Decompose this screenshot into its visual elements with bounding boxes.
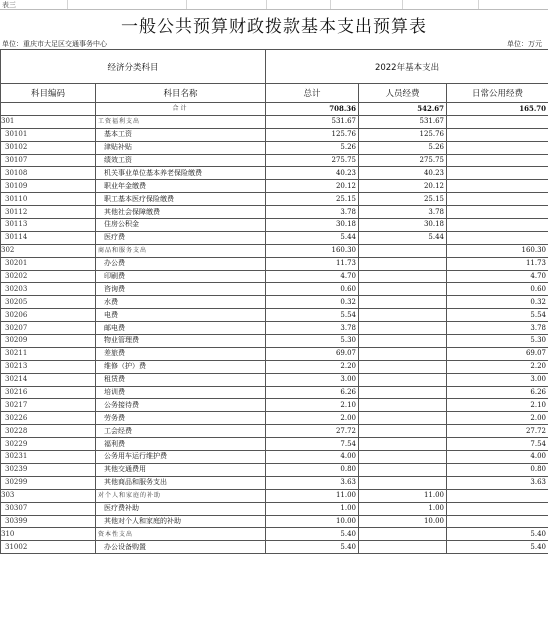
table-row <box>1 309 548 322</box>
row-public: 4.70 <box>447 270 548 283</box>
row-total: 5.40 <box>266 541 359 554</box>
row-name: 邮电费 <box>96 322 266 335</box>
row-public <box>447 231 548 244</box>
table-row <box>1 438 548 451</box>
row-total: 11.73 <box>266 257 359 270</box>
row-personnel <box>359 270 447 283</box>
row-public: 11.73 <box>447 257 548 270</box>
row-total: 30.18 <box>266 219 359 232</box>
row-public <box>447 141 548 154</box>
row-code: 30213 <box>1 360 96 373</box>
row-total: 2.00 <box>266 412 359 425</box>
table-row <box>1 451 548 464</box>
row-personnel <box>359 399 447 412</box>
row-name: 福利费 <box>96 438 266 451</box>
table-row <box>1 231 548 244</box>
row-total: 3.78 <box>266 322 359 335</box>
row-code: 30207 <box>1 322 96 335</box>
table-row <box>1 476 548 489</box>
row-total: 4.70 <box>266 270 359 283</box>
table-row <box>1 425 548 438</box>
row-name: 物业管理费 <box>96 335 266 348</box>
row-total: 1.00 <box>266 502 359 515</box>
page-title: 一般公共预算财政拨款基本支出预算表 <box>121 17 427 37</box>
sheet-label: 表三 <box>2 1 16 9</box>
row-personnel <box>359 386 447 399</box>
row-public: 3.00 <box>447 373 548 386</box>
row-name: 其他对个人和家庭的补助 <box>96 515 266 528</box>
row-public <box>447 115 548 128</box>
row-public <box>447 515 548 528</box>
row-personnel: 10.00 <box>359 515 447 528</box>
row-total: 6.26 <box>266 386 359 399</box>
row-personnel <box>359 528 447 541</box>
row-code: 30101 <box>1 128 96 141</box>
table-row <box>1 180 548 193</box>
header-code: 科目编码 <box>1 84 96 103</box>
header-year-expense: 2022年基本支出 <box>266 50 548 84</box>
row-personnel: 20.12 <box>359 180 447 193</box>
unit-currency: 单位：万元 <box>507 40 542 48</box>
row-code: 30228 <box>1 425 96 438</box>
row-code: 30229 <box>1 438 96 451</box>
row-personnel <box>359 360 447 373</box>
row-personnel <box>359 335 447 348</box>
header-name: 科目名称 <box>96 84 266 103</box>
row-code: 30108 <box>1 167 96 180</box>
header-total: 总计 <box>266 84 359 103</box>
row-code: 30114 <box>1 231 96 244</box>
table-row <box>1 141 548 154</box>
row-personnel: 3.78 <box>359 206 447 219</box>
row-code: 30231 <box>1 451 96 464</box>
row-name: 住房公积金 <box>96 219 266 232</box>
row-public: 2.00 <box>447 412 548 425</box>
table-row <box>1 502 548 515</box>
row-public: 5.54 <box>447 309 548 322</box>
table-row <box>1 270 548 283</box>
row-total: 5.54 <box>266 309 359 322</box>
row-public: 2.10 <box>447 399 548 412</box>
row-name: 培训费 <box>96 386 266 399</box>
row-personnel <box>359 244 447 257</box>
row-personnel <box>359 438 447 451</box>
row-code: 30299 <box>1 476 96 489</box>
table-row <box>1 373 548 386</box>
row-public <box>447 489 548 502</box>
row-code: 301 <box>1 115 96 128</box>
row-code: 30202 <box>1 270 96 283</box>
budget-table <box>0 49 548 554</box>
row-code: 30206 <box>1 309 96 322</box>
row-total: 160.30 <box>266 244 359 257</box>
row-name: 基本工资 <box>96 128 266 141</box>
row-name: 电费 <box>96 309 266 322</box>
row-public <box>447 167 548 180</box>
row-name: 劳务费 <box>96 412 266 425</box>
table-row <box>1 128 548 141</box>
row-public: 5.30 <box>447 335 548 348</box>
row-personnel <box>359 347 447 360</box>
row-code: 30109 <box>1 180 96 193</box>
table-row <box>1 541 548 554</box>
row-name: 维修（护）费 <box>96 360 266 373</box>
row-code: 303 <box>1 489 96 502</box>
row-code: 310 <box>1 528 96 541</box>
row-name: 职工基本医疗保险缴费 <box>96 193 266 206</box>
table-row <box>1 193 548 206</box>
row-code: 30217 <box>1 399 96 412</box>
row-code: 30203 <box>1 283 96 296</box>
row-code: 30211 <box>1 347 96 360</box>
row-code: 302 <box>1 244 96 257</box>
table-row <box>1 463 548 476</box>
category-row <box>1 115 548 128</box>
row-name: 其他商品和服务支出 <box>96 476 266 489</box>
table-row <box>1 386 548 399</box>
row-code: 30205 <box>1 296 96 309</box>
row-name: 其他社会保障缴费 <box>96 206 266 219</box>
row-public <box>447 219 548 232</box>
row-code: 30226 <box>1 412 96 425</box>
total-row <box>1 103 548 116</box>
row-personnel: 5.26 <box>359 141 447 154</box>
row-name: 职业年金缴费 <box>96 180 266 193</box>
row-public: 5.40 <box>447 541 548 554</box>
row-name: 其他交通费用 <box>96 463 266 476</box>
row-name: 办公费 <box>96 257 266 270</box>
row-personnel <box>359 309 447 322</box>
row-personnel: 542.67 <box>359 103 447 116</box>
table-row <box>1 154 548 167</box>
row-personnel <box>359 283 447 296</box>
table-row <box>1 322 548 335</box>
row-code: 30102 <box>1 141 96 154</box>
row-public: 5.40 <box>447 528 548 541</box>
row-name: 医疗费 <box>96 231 266 244</box>
row-code: 30399 <box>1 515 96 528</box>
row-personnel: 1.00 <box>359 502 447 515</box>
row-total: 531.67 <box>266 115 359 128</box>
row-personnel <box>359 476 447 489</box>
row-public: 7.54 <box>447 438 548 451</box>
row-name: 机关事业单位基本养老保险缴费 <box>96 167 266 180</box>
row-personnel: 11.00 <box>359 489 447 502</box>
row-total: 5.26 <box>266 141 359 154</box>
row-total: 0.80 <box>266 463 359 476</box>
category-row <box>1 244 548 257</box>
row-code: 30307 <box>1 502 96 515</box>
row-code <box>1 103 96 116</box>
row-public: 0.60 <box>447 283 548 296</box>
table-row <box>1 206 548 219</box>
header-econ-category: 经济分类科目 <box>1 50 266 84</box>
row-personnel: 125.76 <box>359 128 447 141</box>
row-name: 公务用车运行维护费 <box>96 451 266 464</box>
row-total: 20.12 <box>266 180 359 193</box>
row-total: 708.36 <box>266 103 359 116</box>
row-personnel <box>359 451 447 464</box>
row-public: 27.72 <box>447 425 548 438</box>
row-name: 差旅费 <box>96 347 266 360</box>
row-public: 69.07 <box>447 347 548 360</box>
row-personnel <box>359 425 447 438</box>
row-code: 30216 <box>1 386 96 399</box>
row-code: 30113 <box>1 219 96 232</box>
row-code: 31002 <box>1 541 96 554</box>
row-total: 40.23 <box>266 167 359 180</box>
row-total: 11.00 <box>266 489 359 502</box>
row-total: 5.44 <box>266 231 359 244</box>
row-public: 3.63 <box>447 476 548 489</box>
row-name: 租赁费 <box>96 373 266 386</box>
row-public: 160.30 <box>447 244 548 257</box>
table-row <box>1 515 548 528</box>
row-total: 25.15 <box>266 193 359 206</box>
row-public <box>447 206 548 219</box>
row-total: 4.00 <box>266 451 359 464</box>
row-personnel <box>359 322 447 335</box>
row-personnel <box>359 463 447 476</box>
row-public: 4.00 <box>447 451 548 464</box>
row-total: 69.07 <box>266 347 359 360</box>
row-name: 对个人和家庭的补助 <box>96 489 266 502</box>
row-personnel: 40.23 <box>359 167 447 180</box>
row-total: 2.20 <box>266 360 359 373</box>
row-personnel: 5.44 <box>359 231 447 244</box>
row-personnel <box>359 257 447 270</box>
row-total: 2.10 <box>266 399 359 412</box>
table-row <box>1 399 548 412</box>
table-row <box>1 335 548 348</box>
row-public: 0.80 <box>447 463 548 476</box>
row-total: 3.63 <box>266 476 359 489</box>
row-public: 3.78 <box>447 322 548 335</box>
row-personnel: 275.75 <box>359 154 447 167</box>
row-name: 办公设备购置 <box>96 541 266 554</box>
row-personnel <box>359 373 447 386</box>
row-name: 工资福利支出 <box>96 115 266 128</box>
row-total: 27.72 <box>266 425 359 438</box>
row-code: 30239 <box>1 463 96 476</box>
row-total: 10.00 <box>266 515 359 528</box>
table-row <box>1 219 548 232</box>
row-public <box>447 154 548 167</box>
row-name: 绩效工资 <box>96 154 266 167</box>
row-public: 0.32 <box>447 296 548 309</box>
row-personnel <box>359 541 447 554</box>
row-public <box>447 193 548 206</box>
row-total: 5.40 <box>266 528 359 541</box>
row-total: 7.54 <box>266 438 359 451</box>
row-code: 30107 <box>1 154 96 167</box>
row-name: 印刷费 <box>96 270 266 283</box>
header-public: 日常公用经费 <box>447 84 548 103</box>
unit-organization: 单位：重庆市大足区交通事务中心 <box>2 40 107 48</box>
row-personnel: 531.67 <box>359 115 447 128</box>
category-row <box>1 489 548 502</box>
row-total: 275.75 <box>266 154 359 167</box>
table-row <box>1 296 548 309</box>
row-total: 3.78 <box>266 206 359 219</box>
row-name: 工会经费 <box>96 425 266 438</box>
row-name: 水费 <box>96 296 266 309</box>
row-public: 2.20 <box>447 360 548 373</box>
row-code: 30112 <box>1 206 96 219</box>
header-personnel: 人员经费 <box>359 84 447 103</box>
table-row <box>1 347 548 360</box>
row-code: 30201 <box>1 257 96 270</box>
row-total: 125.76 <box>266 128 359 141</box>
row-total: 0.60 <box>266 283 359 296</box>
row-personnel: 30.18 <box>359 219 447 232</box>
table-row <box>1 167 548 180</box>
row-public <box>447 128 548 141</box>
row-personnel: 25.15 <box>359 193 447 206</box>
row-name: 公务接待费 <box>96 399 266 412</box>
table-body <box>1 103 548 554</box>
top-divider <box>0 9 548 10</box>
table-row <box>1 283 548 296</box>
row-personnel <box>359 412 447 425</box>
row-name: 资本性支出 <box>96 528 266 541</box>
row-personnel <box>359 296 447 309</box>
table-row <box>1 412 548 425</box>
spreadsheet-top-gridline <box>0 0 548 9</box>
row-public <box>447 180 548 193</box>
row-name: 津贴补贴 <box>96 141 266 154</box>
row-name: 合计 <box>96 103 266 116</box>
row-public <box>447 502 548 515</box>
row-code: 30209 <box>1 335 96 348</box>
row-name: 医疗费补助 <box>96 502 266 515</box>
row-public: 165.70 <box>447 103 548 116</box>
table-row <box>1 257 548 270</box>
row-code: 30110 <box>1 193 96 206</box>
row-total: 0.32 <box>266 296 359 309</box>
row-total: 3.00 <box>266 373 359 386</box>
row-code: 30214 <box>1 373 96 386</box>
row-name: 咨询费 <box>96 283 266 296</box>
row-total: 5.30 <box>266 335 359 348</box>
row-name: 商品和服务支出 <box>96 244 266 257</box>
table-row <box>1 360 548 373</box>
category-row <box>1 528 548 541</box>
row-public: 6.26 <box>447 386 548 399</box>
